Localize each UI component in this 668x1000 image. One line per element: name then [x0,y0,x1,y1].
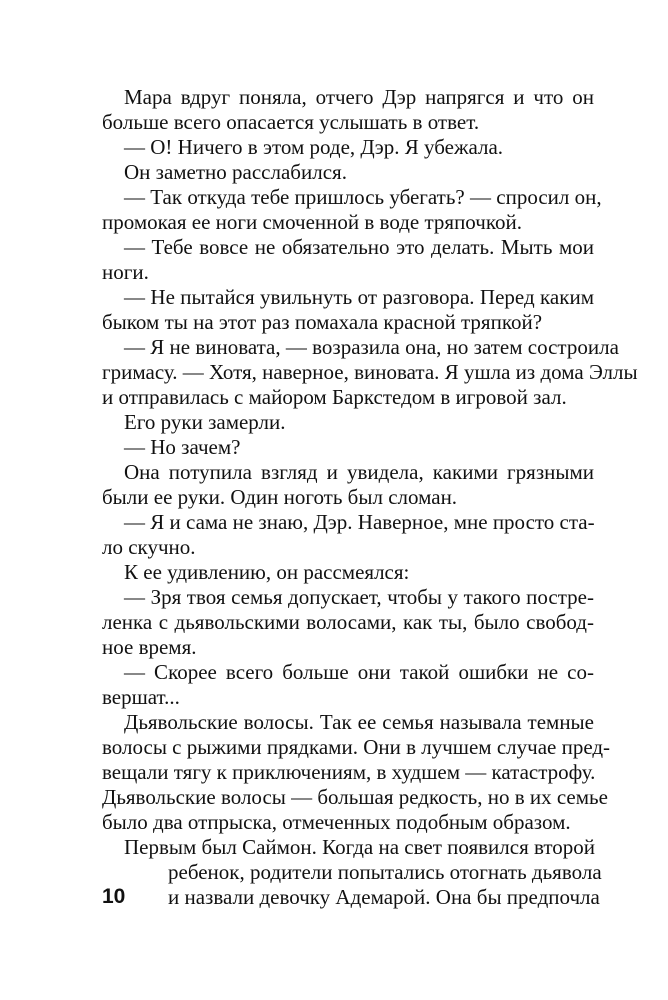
text-line: были ее руки. Один ноготь был сломан. [102,485,458,509]
text-line: волосы с рыжими прядками. Они в лучшем случае пред- [102,735,611,759]
text-line: — Но зачем? [124,435,241,459]
text-line: и отправилась с майором Баркстедом в игровой зал. [102,385,567,409]
text-line: — Не пытайся увильнуть от разговора. Перед каким [124,285,594,309]
text-line: — Тебе вовсе не обязательно это делать. Мыть мои [124,235,594,259]
page-number: 10 [102,885,126,908]
text-line: Дьявольские волосы. Так ее семья называла темные [124,710,594,734]
text-line: вещали тягу к приключениям, в худшем — катастрофу. [102,760,596,784]
text-line: — О! Ничего в этом роде, Дэр. Я убежала. [124,135,504,159]
text-line: Его руки замерли. [124,410,286,434]
text-line: промокая ее ноги смоченной в воде тряпочкой. [102,210,522,234]
text-line: ребенок, родители попытались отогнать дьявола [168,860,602,884]
text-line: Мара вдруг поняла, отчего Дэр напрягся и что он [124,85,594,109]
text-line: ленка с дьявольскими волосами, как ты, было свобод- [102,610,594,634]
text-line: Он заметно расслабился. [124,160,347,184]
text-line: — Зря твоя семья допускает, чтобы у такого постре- [124,585,594,609]
text-line: быком ты на этот раз помахала красной тряпкой? [102,310,543,334]
text-line: гримасу. — Хотя, наверное, виновата. Я ушла из дома Эллы [102,360,638,384]
text-line: и назвали девочку Адемарой. Она бы предпочла [168,885,600,909]
text-line: — Так откуда тебе пришлось убегать? — спросил он, [124,185,602,209]
text-line: ноги. [102,260,149,284]
text-line: было два отпрыска, отмеченных подобным образом. [102,810,571,834]
text-line: — Я не виновата, — возразила она, но затем состроила [124,335,619,359]
text-line: — Я и сама не знаю, Дэр. Наверное, мне просто ста- [124,510,595,534]
text-line: больше всего опасается услышать в ответ. [102,110,480,134]
text-line: вершат... [102,685,180,709]
text-line: Дьявольские волосы — большая редкость, но в их семье [102,785,608,809]
text-line: ное время. [102,635,197,659]
text-line: Первым был Саймон. Когда на свет появился второй [124,835,596,859]
text-line: Она потупила взгляд и увидела, какими грязными [124,460,594,484]
text-line: — Скорее всего больше они такой ошибки не со- [124,660,594,684]
text-line: ло скучно. [102,535,196,559]
text-line: К ее удивлению, он рассмеялся: [124,560,410,584]
